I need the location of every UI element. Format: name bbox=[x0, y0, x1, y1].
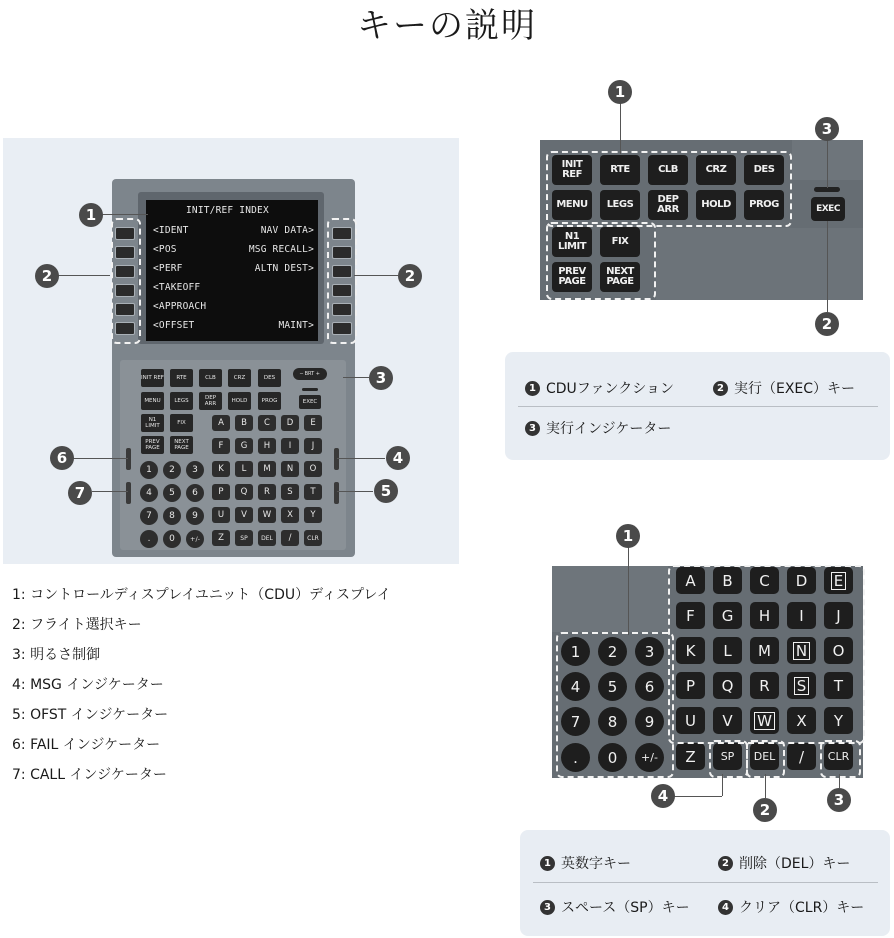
alpha-key[interactable]: S bbox=[281, 484, 299, 500]
function-key[interactable]: DEP ARR bbox=[199, 392, 222, 410]
zoom-function-key[interactable]: LEGS bbox=[600, 190, 640, 220]
zoom-num-key: 2 bbox=[598, 637, 627, 666]
screen-left-line: <IDENT bbox=[153, 225, 189, 236]
zoom-alpha-key-label: V bbox=[722, 711, 733, 730]
num-key[interactable]: 1 bbox=[140, 461, 158, 479]
callout-5-leader bbox=[337, 491, 373, 492]
zoom1-callout-3-leader bbox=[827, 140, 828, 188]
alpha-key[interactable]: F bbox=[212, 438, 230, 454]
zoom-num-key: 8 bbox=[598, 707, 627, 736]
zoom-function-key[interactable]: FIX bbox=[600, 227, 640, 257]
zoom-num-key: 5 bbox=[598, 672, 627, 701]
zoom2-del-highlight bbox=[746, 740, 785, 778]
callout-2-left-leader bbox=[58, 275, 110, 276]
legend2-item-3: 3 スペース（SP）キー bbox=[540, 897, 690, 917]
zoom-alpha-key-label: F bbox=[686, 606, 695, 625]
zoom-num-key: 6 bbox=[635, 672, 664, 701]
num-key[interactable]: 6 bbox=[186, 484, 204, 502]
function-key[interactable]: RTE bbox=[170, 369, 193, 387]
screen-left-line: <TAKEOFF bbox=[153, 282, 201, 293]
function-key[interactable]: MENU bbox=[141, 392, 164, 410]
num-key[interactable]: 9 bbox=[186, 507, 204, 525]
zoom-num-key: +/- bbox=[635, 743, 664, 772]
callout-4-leader bbox=[337, 458, 385, 459]
zoom-alpha-key-label: L bbox=[723, 641, 732, 660]
exec-key[interactable]: EXEC bbox=[811, 197, 845, 221]
zoom-alpha-key-label: U bbox=[685, 711, 696, 730]
zoom-alpha-key-label: D bbox=[795, 571, 808, 590]
legend1-item-2: 2 実行（EXEC）キー bbox=[713, 378, 855, 398]
zoom-alpha-key-label: G bbox=[721, 606, 734, 625]
description-item: 6: FAIL インジケーター bbox=[12, 737, 161, 753]
description-item: 7: CALL インジケーター bbox=[12, 767, 167, 783]
zoom-alpha-key-label: Q bbox=[721, 676, 734, 695]
zoom2-callout-1-leader bbox=[628, 547, 629, 635]
zoom-alpha-key-label: CLR bbox=[827, 750, 850, 763]
fail-indicator bbox=[126, 448, 131, 470]
alpha-key[interactable]: K bbox=[212, 461, 230, 477]
zoom2-callout-2: 2 bbox=[753, 798, 777, 822]
alpha-key[interactable]: / bbox=[281, 530, 299, 546]
zoom-alpha-key[interactable] bbox=[676, 743, 705, 770]
callout-6-leader bbox=[72, 458, 128, 459]
exec-indicator-main[interactable] bbox=[302, 388, 318, 391]
zoom-function-key[interactable]: DES bbox=[744, 155, 784, 185]
zoom-alpha-key-label: S bbox=[794, 677, 810, 695]
alpha-key[interactable]: M bbox=[258, 461, 276, 477]
callout-5: 5 bbox=[374, 479, 398, 503]
callout-6: 6 bbox=[50, 446, 74, 470]
function-key[interactable]: CLB bbox=[199, 369, 222, 387]
callout-3: 3 bbox=[369, 366, 393, 390]
zoom-function-key[interactable]: INIT REF bbox=[552, 155, 592, 185]
exec-key-main[interactable]: EXEC bbox=[299, 395, 321, 409]
alpha-key[interactable]: Z bbox=[212, 530, 230, 546]
alpha-key[interactable]: V bbox=[235, 507, 253, 523]
legend2-item-2: 2 削除（DEL）キー bbox=[718, 853, 850, 873]
description-item: 1: コントロールディスプレイユニット（CDU）ディスプレイ bbox=[12, 587, 391, 603]
alpha-key[interactable]: C bbox=[258, 415, 276, 431]
description-item: 5: OFST インジケーター bbox=[12, 707, 169, 723]
zoom-alpha-key-label: N bbox=[793, 642, 810, 660]
function-key[interactable]: LEGS bbox=[170, 392, 193, 410]
alpha-key[interactable]: DEL bbox=[258, 530, 276, 546]
zoom-function-key[interactable]: MENU bbox=[552, 190, 592, 220]
alpha-key[interactable]: H bbox=[258, 438, 276, 454]
zoom-alpha-key-label: R bbox=[759, 676, 770, 695]
zoom-alpha-key-label: / bbox=[798, 747, 805, 766]
zoom-alpha-key-label: J bbox=[836, 606, 841, 625]
zoom1-empty-area bbox=[656, 228, 863, 300]
zoom1-callout-3: 3 bbox=[815, 117, 839, 141]
legend2-item-4: 4 クリア（CLR）キー bbox=[718, 897, 864, 917]
alpha-key[interactable]: SP bbox=[235, 530, 253, 546]
msg-indicator bbox=[334, 448, 339, 470]
zoom-alpha-key[interactable] bbox=[787, 743, 816, 770]
num-key[interactable]: +/- bbox=[186, 530, 204, 548]
alpha-key[interactable]: D bbox=[281, 415, 299, 431]
zoom-alpha-key-label: DEL bbox=[753, 750, 776, 763]
alpha-key[interactable]: B bbox=[235, 415, 253, 431]
zoom-alpha-key-label: I bbox=[799, 606, 804, 625]
zoom-alpha-key-label: A bbox=[685, 571, 696, 590]
callout-2-right-leader bbox=[354, 275, 398, 276]
num-key[interactable]: 4 bbox=[140, 484, 158, 502]
zoom1-callout-1-leader bbox=[620, 102, 621, 154]
page-title: キーの説明 bbox=[357, 6, 537, 46]
lsk-left-highlight bbox=[111, 218, 141, 344]
alpha-key[interactable]: R bbox=[258, 484, 276, 500]
zoom-alpha-key-label: M bbox=[758, 641, 771, 660]
num-key[interactable]: 2 bbox=[163, 461, 181, 479]
legend1-item-3: 3 実行インジケーター bbox=[525, 418, 671, 438]
call-indicator bbox=[126, 482, 131, 504]
callout-2-left: 2 bbox=[35, 264, 59, 288]
legend1-divider bbox=[518, 406, 878, 407]
zoom-alpha-key-label: B bbox=[722, 571, 733, 590]
callout-7: 7 bbox=[68, 481, 92, 505]
alpha-key[interactable]: I bbox=[281, 438, 299, 454]
brightness-control[interactable]: ─ BRT + bbox=[293, 368, 327, 380]
function-key[interactable]: DES bbox=[258, 369, 281, 387]
zoom-alpha-key-label: C bbox=[759, 571, 770, 590]
zoom-function-key[interactable]: DEP ARR bbox=[648, 190, 688, 220]
zoom2-alpha-highlight bbox=[668, 565, 865, 744]
zoom1-callout-2-leader bbox=[827, 221, 828, 312]
lsk-right-highlight bbox=[327, 218, 357, 344]
zoom-alpha-key-label: Z bbox=[685, 747, 696, 766]
function-key[interactable]: CRZ bbox=[228, 369, 251, 387]
screen-left-line: <POS bbox=[153, 244, 177, 255]
zoom-function-key[interactable]: CRZ bbox=[696, 155, 736, 185]
legend2-divider bbox=[533, 882, 878, 883]
num-key[interactable]: 8 bbox=[163, 507, 181, 525]
zoom2-callout-1: 1 bbox=[616, 524, 640, 548]
num-key[interactable]: 5 bbox=[163, 484, 181, 502]
zoom-function-key[interactable]: RTE bbox=[600, 155, 640, 185]
zoom-function-key[interactable]: PREV PAGE bbox=[552, 262, 592, 292]
zoom-num-key: 3 bbox=[635, 637, 664, 666]
num-key[interactable]: 3 bbox=[186, 461, 204, 479]
zoom-alpha-key-label: Y bbox=[833, 711, 844, 730]
screen-left-line: <APPROACH bbox=[153, 301, 207, 312]
callout-1-leader bbox=[102, 214, 148, 215]
function-key[interactable]: PROG bbox=[258, 392, 281, 410]
zoom-alpha-key-label: X bbox=[796, 711, 807, 730]
zoom2-light-area bbox=[552, 566, 668, 632]
alpha-key[interactable]: A bbox=[212, 415, 230, 431]
zoom2-sp-highlight bbox=[709, 740, 748, 778]
zoom-function-key[interactable]: PROG bbox=[744, 190, 784, 220]
zoom-alpha-key-label: P bbox=[685, 676, 696, 695]
function-key[interactable]: FIX bbox=[170, 414, 193, 432]
zoom-alpha-key-label: W bbox=[754, 712, 775, 730]
alpha-key[interactable]: L bbox=[235, 461, 253, 477]
zoom-num-key: 1 bbox=[561, 637, 590, 666]
zoom-num-key: 4 bbox=[561, 672, 590, 701]
callout-2-right: 2 bbox=[398, 264, 422, 288]
num-key[interactable]: 7 bbox=[140, 507, 158, 525]
alpha-key[interactable]: E bbox=[304, 415, 322, 431]
alpha-key[interactable]: CLR bbox=[304, 530, 322, 546]
description-item: 3: 明るさ制御 bbox=[12, 647, 101, 663]
zoom-alpha-key-label: H bbox=[758, 606, 771, 625]
description-item: 2: フライト選択キー bbox=[12, 617, 142, 633]
zoom-function-key[interactable]: CLB bbox=[648, 155, 688, 185]
zoom-alpha-key-label: O bbox=[832, 641, 845, 660]
zoom-function-key[interactable]: NEXT PAGE bbox=[600, 262, 640, 292]
screen-right-line: MSG RECALL> bbox=[248, 244, 314, 255]
zoom-function-key[interactable]: HOLD bbox=[696, 190, 736, 220]
zoom-alpha-key-label: K bbox=[685, 641, 696, 660]
alpha-key[interactable]: G bbox=[235, 438, 253, 454]
function-key[interactable]: PREV PAGE bbox=[141, 436, 164, 454]
zoom1-function-highlight-lower bbox=[546, 222, 656, 300]
zoom2-callout-4: 4 bbox=[651, 784, 675, 808]
num-key[interactable]: 0 bbox=[163, 530, 181, 548]
legend-alphanumeric bbox=[520, 830, 890, 936]
zoom-num-key: 7 bbox=[561, 707, 590, 736]
zoom-num-key: 9 bbox=[635, 707, 664, 736]
alpha-key[interactable]: Y bbox=[304, 507, 322, 523]
ofst-indicator bbox=[334, 482, 339, 504]
screen-right-line: NAV DATA> bbox=[260, 225, 314, 236]
zoom2-clr-highlight bbox=[820, 740, 861, 778]
zoom2-callout-3: 3 bbox=[827, 788, 851, 812]
zoom-function-key[interactable]: N1 LIMIT bbox=[552, 227, 592, 257]
zoom-alpha-key-label: T bbox=[833, 676, 844, 695]
callout-3-leader bbox=[343, 377, 369, 378]
num-key[interactable]: . bbox=[140, 530, 158, 548]
screen-left-line: <PERF bbox=[153, 263, 183, 274]
callout-7-leader bbox=[92, 491, 128, 492]
callout-1: 1 bbox=[79, 203, 103, 227]
alpha-key[interactable]: O bbox=[304, 461, 322, 477]
zoom2-callout-4-leader-h bbox=[674, 796, 722, 797]
function-key[interactable]: NEXT PAGE bbox=[170, 436, 193, 454]
alpha-key[interactable]: P bbox=[212, 484, 230, 500]
screen-left-line: <OFFSET bbox=[153, 320, 195, 331]
function-key[interactable]: HOLD bbox=[228, 392, 251, 410]
zoom1-callout-2: 2 bbox=[815, 312, 839, 336]
alpha-key[interactable]: T bbox=[304, 484, 322, 500]
function-key[interactable]: INIT REF bbox=[141, 369, 164, 387]
legend1-item-1: 1 CDUファンクション bbox=[525, 378, 674, 398]
zoom2-callout-4-leader-v bbox=[722, 774, 723, 796]
callout-4: 4 bbox=[386, 446, 410, 470]
screen-header: INIT/REF INDEX bbox=[186, 205, 269, 216]
zoom1-function-highlight bbox=[546, 151, 792, 227]
screen-right-line: ALTN DEST> bbox=[254, 263, 314, 274]
alpha-key[interactable]: N bbox=[281, 461, 299, 477]
zoom2-callout-2-leader bbox=[765, 774, 766, 798]
zoom2-callout-3-leader bbox=[839, 774, 840, 788]
alpha-key[interactable]: W bbox=[258, 507, 276, 523]
zoom-alpha-key-label: E bbox=[831, 572, 846, 590]
alpha-key[interactable]: J bbox=[304, 438, 322, 454]
legend2-item-1: 1 英数字キー bbox=[540, 853, 631, 873]
zoom1-callout-1: 1 bbox=[608, 80, 632, 104]
zoom-num-key: 0 bbox=[598, 743, 627, 772]
zoom-num-key: . bbox=[561, 743, 590, 772]
zoom-alpha-key-label: SP bbox=[720, 750, 735, 763]
alpha-key[interactable]: Q bbox=[235, 484, 253, 500]
function-key[interactable]: N1 LIMIT bbox=[141, 414, 164, 432]
alpha-key[interactable]: X bbox=[281, 507, 299, 523]
zoom2-num-highlight bbox=[556, 632, 674, 778]
description-item: 4: MSG インジケーター bbox=[12, 677, 164, 693]
screen-right-line: MAINT> bbox=[278, 320, 314, 331]
alpha-key[interactable]: U bbox=[212, 507, 230, 523]
